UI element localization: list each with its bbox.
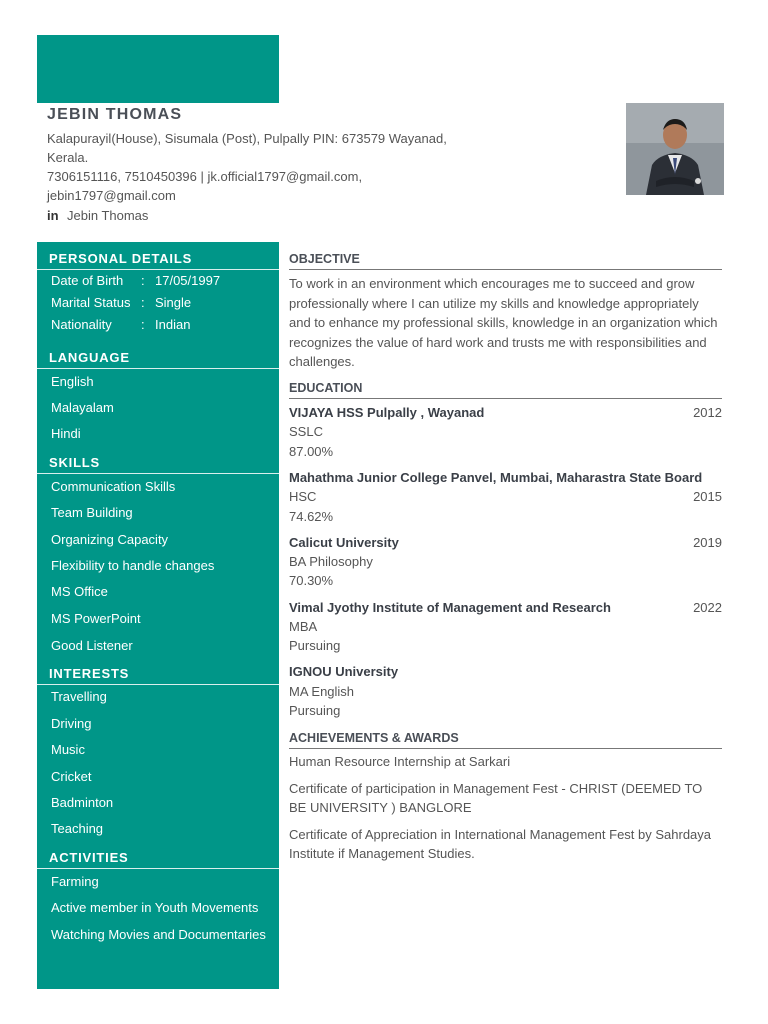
pd-colon: : bbox=[141, 295, 145, 310]
address-line-2: Kerala. bbox=[47, 150, 89, 165]
skill-item: MS PowerPoint bbox=[51, 611, 141, 626]
edu-course: BA Philosophy bbox=[289, 554, 373, 569]
interest-item: Music bbox=[51, 742, 85, 757]
edu-score: 70.30% bbox=[289, 573, 334, 588]
divider bbox=[37, 868, 279, 869]
skill-item: Flexibility to handle changes bbox=[51, 558, 215, 573]
interest-item: Driving bbox=[51, 716, 92, 731]
interest-item: Teaching bbox=[51, 821, 104, 836]
edu-score: 87.00% bbox=[289, 444, 334, 459]
linkedin-icon: in bbox=[47, 208, 59, 223]
skill-item: Team Building bbox=[51, 505, 133, 520]
personal-row-marital bbox=[51, 295, 191, 310]
achievement-item: Certificate of participation in Management Fest - CHRIST (DEEMED TO BE UNIVERSITY ) BANGLORE bbox=[289, 781, 703, 815]
pd-colon: : bbox=[141, 273, 145, 288]
phone-email-line: 7306151116, 7510450396 | jk.official1797@gmail.com, bbox=[47, 169, 363, 184]
resume-header bbox=[47, 105, 517, 225]
edu-institution: Vimal Jyothy Institute of Management and Research bbox=[289, 600, 611, 615]
objective-heading: OBJECTIVE bbox=[289, 252, 722, 270]
skills-heading: SKILLS bbox=[49, 455, 101, 470]
address-line-1: Kalapurayil(House), Sisumala (Post), Pulpally PIN: 673579 Wayanad, bbox=[47, 131, 447, 146]
edu-year: 2019 bbox=[693, 535, 722, 550]
pd-value: 17/05/1997 bbox=[155, 273, 221, 288]
skill-item: MS Office bbox=[51, 584, 108, 599]
edu-course: HSC bbox=[289, 489, 317, 504]
interest-item: Badminton bbox=[51, 795, 114, 810]
divider bbox=[37, 269, 279, 270]
candidate-name: JEBIN THOMAS bbox=[47, 106, 183, 123]
language-item: Malayalam bbox=[51, 400, 114, 415]
edu-course: MBA bbox=[289, 619, 318, 634]
language-item: Hindi bbox=[51, 426, 81, 441]
personal-row-dob bbox=[51, 273, 220, 288]
activity-item: Watching Movies and Documentaries bbox=[51, 927, 266, 942]
edu-score: 74.62% bbox=[289, 509, 334, 524]
personal-row-nationality bbox=[51, 317, 190, 332]
edu-year: 2012 bbox=[693, 405, 722, 420]
language-heading: LANGUAGE bbox=[49, 350, 130, 365]
pd-label: Date of Birth bbox=[51, 273, 124, 288]
achievement-item: Human Resource Internship at Sarkari bbox=[289, 754, 511, 769]
objective-text: To work in an environment which encourages me to succeed and grow professionally where I can utilize my skills and knowledge appropriately and to enhance my professional skills, knowledge in an organization which recognizes the value of hard work and trusts me with responsibilities and challenges. bbox=[289, 276, 718, 369]
edu-course: MA English bbox=[289, 684, 355, 699]
email-line: jebin1797@gmail.com bbox=[47, 188, 176, 203]
divider bbox=[37, 684, 279, 685]
linkedin-row[interactable] bbox=[47, 206, 517, 225]
interest-item: Travelling bbox=[51, 689, 107, 704]
activity-item: Farming bbox=[51, 874, 99, 889]
language-item: English bbox=[51, 374, 94, 389]
edu-institution: Calicut University bbox=[289, 535, 399, 550]
edu-institution: IGNOU University bbox=[289, 664, 399, 679]
interest-item: Cricket bbox=[51, 769, 92, 784]
activities-heading: ACTIVITIES bbox=[49, 850, 129, 865]
skill-item: Communication Skills bbox=[51, 479, 176, 494]
achievement-item: Certificate of Appreciation in International Management Fest by Sahrdaya Institute if Management Studies. bbox=[289, 827, 712, 861]
edu-year: 2022 bbox=[693, 600, 722, 615]
edu-score: Pursuing bbox=[289, 703, 341, 718]
linkedin-name: Jebin Thomas bbox=[67, 208, 149, 223]
pd-label: Marital Status bbox=[51, 295, 131, 310]
edu-course: SSLC bbox=[289, 424, 323, 439]
personal-details-heading: PERSONAL DETAILS bbox=[49, 251, 193, 266]
edu-year: 2015 bbox=[693, 489, 722, 504]
achievements-heading: ACHIEVEMENTS & AWARDS bbox=[289, 731, 722, 749]
divider bbox=[37, 368, 279, 369]
pd-colon: : bbox=[141, 317, 145, 332]
divider bbox=[37, 473, 279, 474]
header-accent-bar bbox=[37, 35, 279, 103]
education-heading: EDUCATION bbox=[289, 381, 722, 399]
left-sidebar bbox=[37, 242, 279, 989]
pd-label: Nationality bbox=[51, 317, 112, 332]
profile-photo bbox=[626, 103, 724, 195]
interests-heading: INTERESTS bbox=[49, 666, 130, 681]
pd-value: Indian bbox=[155, 317, 191, 332]
skill-item: Good Listener bbox=[51, 638, 133, 653]
activity-item: Active member in Youth Movements bbox=[51, 900, 259, 915]
skill-item: Organizing Capacity bbox=[51, 532, 169, 547]
edu-score: Pursuing bbox=[289, 638, 341, 653]
pd-value: Single bbox=[155, 295, 192, 310]
edu-institution: Mahathma Junior College Panvel, Mumbai, Maharastra State Board bbox=[289, 470, 703, 485]
edu-institution: VIJAYA HSS Pulpally , Wayanad bbox=[289, 405, 485, 420]
